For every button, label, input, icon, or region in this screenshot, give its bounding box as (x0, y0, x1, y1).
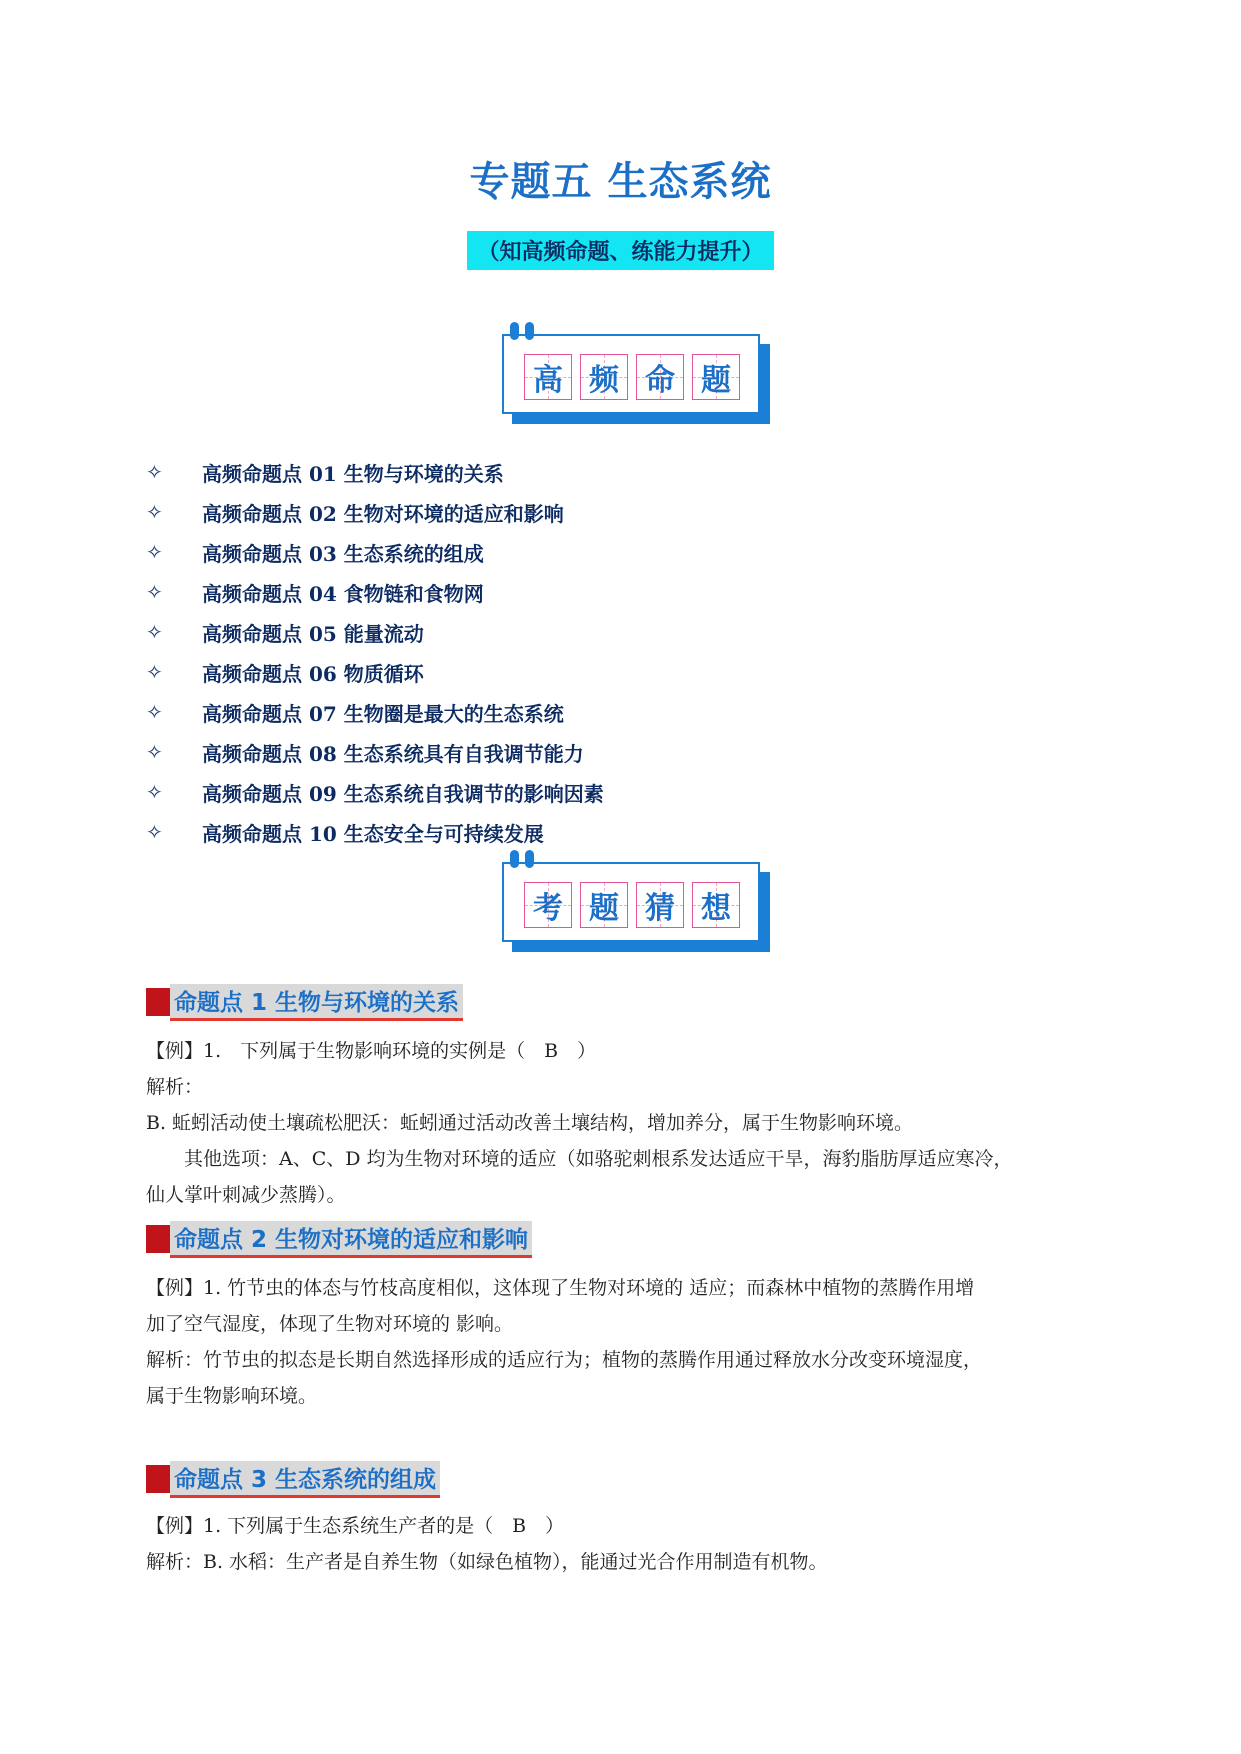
list-item: ✧ 高频命题点 02 生物对环境的适应和影响 (146, 500, 564, 526)
section-1-body (146, 1033, 1106, 1213)
subtitle-wrap (0, 231, 1241, 270)
list-item: ✧ 高频命题点 07 生物圈是最大的生态系统 (146, 700, 564, 726)
section-heading-3: 命题点 3 生态系统的组成 (146, 1462, 440, 1496)
banner-char: 题 (692, 354, 740, 400)
topic-list (146, 452, 604, 852)
banner-char: 命 (636, 354, 684, 400)
text-line: 解析： (146, 1076, 204, 1098)
banner-high-frequency (502, 334, 772, 426)
section-heading-1: 命题点 1 生物与环境的关系 (146, 985, 463, 1019)
text-line: 【例】1. 下列属于生物影响环境的实例是（ B ） (146, 1040, 597, 1062)
section-heading-2: 命题点 2 生物对环境的适应和影响 (146, 1222, 532, 1256)
list-item: ✧ 高频命题点 03 生态系统的组成 (146, 540, 484, 566)
list-item: ✧ 高频命题点 09 生态系统自我调节的影响因素 (146, 780, 604, 806)
text-line: 解析：竹节虫的拟态是长期自然选择形成的适应行为；植物的蒸腾作用通过释放水分改变环境湿度， (146, 1349, 983, 1371)
red-marker-icon (146, 1225, 170, 1253)
red-marker-icon (146, 1465, 170, 1493)
text-line: 【例】1. 下列属于生态系统生产者的是（ B ） (146, 1515, 565, 1537)
banner-char: 高 (524, 354, 572, 400)
list-item: ✧ 高频命题点 10 生态安全与可持续发展 (146, 820, 544, 846)
star-icon: ✧ (146, 820, 163, 844)
list-item: ✧ 高频命题点 01 生物与环境的关系 (146, 460, 504, 486)
text-line: 仙人掌叶刺减少蒸腾）。 (146, 1184, 346, 1206)
banner-char: 想 (692, 882, 740, 928)
star-icon: ✧ (146, 660, 163, 684)
text-line: 其他选项：A、C、D 均为生物对环境的适应（如骆驼刺根系发达适应干旱，海豹脂肪厚适应寒冷， (146, 1148, 1013, 1170)
star-icon: ✧ (146, 620, 163, 644)
star-icon: ✧ (146, 780, 163, 804)
page-title: 专题五 生态系统 (469, 159, 772, 205)
text-line: 【例】1. 竹节虫的体态与竹枝高度相似，这体现了生物对环境的 适应；而森林中植物的蒸腾作用增 (146, 1277, 975, 1299)
list-item: ✧ 高频命题点 04 食物链和食物网 (146, 580, 484, 606)
binder-rings-icon (510, 322, 534, 340)
list-item: ✧ 高频命题点 08 生态系统具有自我调节能力 (146, 740, 584, 766)
star-icon: ✧ (146, 580, 163, 604)
banner-char: 题 (580, 882, 628, 928)
page-subtitle: （知高频命题、练能力提升） (467, 231, 773, 270)
text-line: 属于生物影响环境。 (146, 1385, 318, 1407)
text-line: 解析：B. 水稻：生产者是自养生物（如绿色植物），能通过光合作用制造有机物。 (146, 1551, 828, 1573)
list-item: ✧ 高频命题点 05 能量流动 (146, 620, 424, 646)
banner-char: 考 (524, 882, 572, 928)
text-line: B. 蚯蚓活动使土壤疏松肥沃：蚯蚓通过活动改善土壤结构，增加养分，属于生物影响环境。 (146, 1112, 914, 1134)
text-line: 加了空气湿度，体现了生物对环境的 影响。 (146, 1313, 514, 1335)
binder-rings-icon (510, 850, 534, 868)
section-3-body (146, 1508, 1106, 1580)
star-icon: ✧ (146, 740, 163, 764)
banner-char: 猜 (636, 882, 684, 928)
banner-exam-guess (502, 862, 772, 954)
banner-cells (524, 354, 740, 400)
section-2-body (146, 1270, 1106, 1414)
star-icon: ✧ (146, 540, 163, 564)
banner-cells (524, 882, 740, 928)
star-icon: ✧ (146, 500, 163, 524)
star-icon: ✧ (146, 460, 163, 484)
list-item: ✧ 高频命题点 06 物质循环 (146, 660, 424, 686)
red-marker-icon (146, 988, 170, 1016)
banner-char: 频 (580, 354, 628, 400)
star-icon: ✧ (146, 700, 163, 724)
